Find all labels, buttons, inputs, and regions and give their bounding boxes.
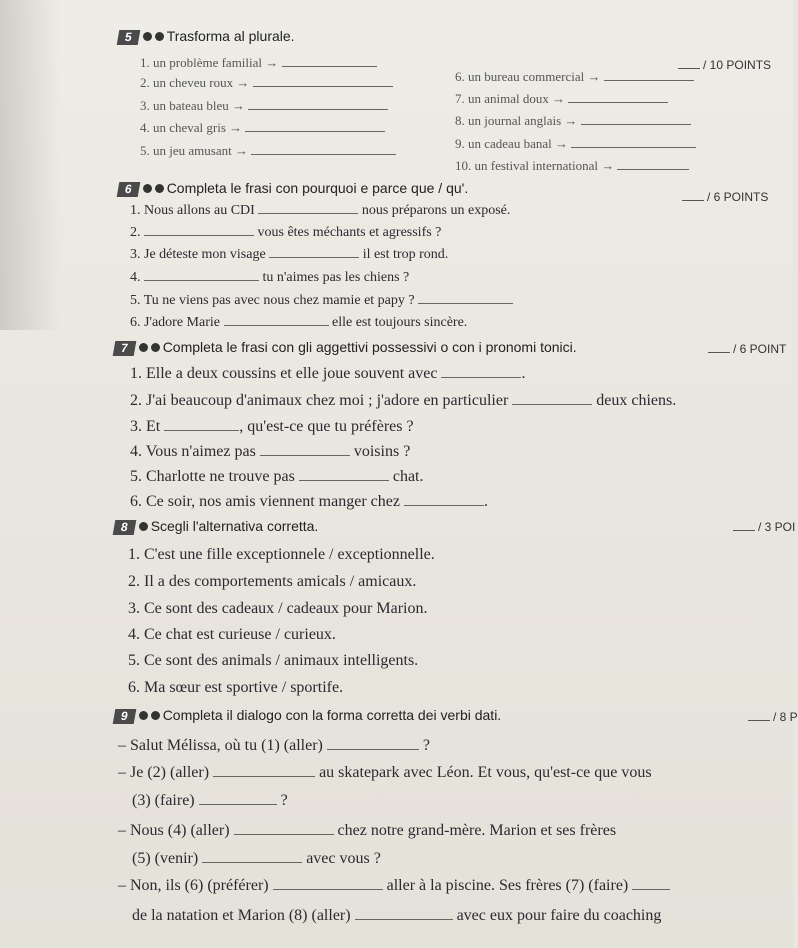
exercise-8-title [114, 518, 318, 535]
exercise-5-title [118, 28, 295, 45]
ex7-item-text: 4. Vous n'aimez pas [130, 443, 256, 460]
ex5-item [140, 75, 393, 91]
points-label: / 10 POINTS [703, 58, 772, 72]
exercise-6-badge: 6 [117, 182, 140, 197]
ex5-item [455, 158, 689, 174]
ex8-item[interactable] [128, 679, 343, 697]
ex5-item [140, 98, 388, 114]
ex9-dialogue-line [118, 822, 616, 840]
points-label: / 6 POINTS [707, 190, 769, 204]
ex7-item-text: 5. Charlotte ne trouve pas [130, 468, 295, 485]
ex7-item-text: , qu'est-ce que tu préfères ? [239, 418, 414, 435]
ex8-item[interactable] [128, 652, 418, 670]
answer-blank[interactable] [144, 279, 259, 281]
answer-blank[interactable] [258, 212, 358, 214]
difficulty-dot-icon [155, 32, 164, 41]
ex6-item-text: 2. [130, 225, 141, 240]
ex9-line-text: au skatepark avec Léon. Et vous, qu'est-ce que vous [319, 764, 652, 781]
answer-blank[interactable] [282, 65, 377, 67]
ex8-item[interactable] [128, 546, 435, 564]
exercise-9-instruction: Completa il dialogo con la forma corretta dei verbi dati. [162, 707, 502, 723]
ex8-item-text: 3. Ce sont des cadeaux / cadeaux pour Marion. [128, 600, 428, 617]
answer-blank[interactable] [251, 153, 396, 155]
answer-blank[interactable] [224, 324, 329, 326]
ex7-item [130, 392, 676, 410]
ex5-item-text: 10. un festival international → [455, 158, 615, 173]
ex6-item-text: 1. Nous allons au CDI [130, 203, 255, 218]
ex9-line-text: avec eux pour faire du coaching [456, 907, 662, 924]
ex6-item-text: il est trop rond. [362, 247, 449, 262]
ex6-item-text: elle est toujours sincère. [332, 315, 468, 330]
ex9-line-text: – Nous (4) (aller) [118, 822, 230, 839]
ex7-item-text: . [521, 365, 526, 382]
ex5-item [140, 143, 396, 159]
ex5-item-text: 6. un bureau commercial → [455, 69, 601, 84]
exercise-9-badge: 9 [113, 709, 136, 724]
exercise-7-badge: 7 [113, 341, 136, 356]
answer-blank[interactable] [632, 888, 670, 890]
ex7-item-text: deux chiens. [596, 392, 677, 409]
answer-blank[interactable] [327, 748, 419, 750]
ex8-item-text: 1. C'est une fille exceptionnele / exceptionnelle. [128, 546, 435, 563]
difficulty-dot-icon [143, 32, 152, 41]
difficulty-dot-icon [155, 184, 164, 193]
ex5-item [140, 55, 377, 71]
ex8-item-text: 2. Il a des comportements amicals / amicaux. [128, 573, 417, 590]
ex8-item-text: 6. Ma sœur est sportive / sportife. [128, 679, 344, 696]
ex5-item-text: 3. un bateau bleu → [140, 98, 246, 113]
exercise-5-badge: 5 [117, 30, 140, 45]
points-label: / 8 P [773, 710, 798, 724]
exercise-8-instruction: Scegli l'alternativa corretta. [150, 518, 319, 534]
answer-blank[interactable] [269, 256, 359, 258]
ex6-item [130, 225, 441, 241]
exercise-8-points [733, 520, 795, 534]
ex9-line-text: ? [422, 737, 430, 754]
ex9-line-text: (5) (venir) [132, 850, 199, 867]
difficulty-dot-icon [151, 343, 160, 352]
answer-blank[interactable] [604, 79, 694, 81]
difficulty-dot-icon [151, 711, 160, 720]
page-shadow [0, 0, 60, 330]
ex9-line-text: avec vous ? [306, 850, 381, 867]
ex6-item [130, 270, 409, 286]
difficulty-dot-icon [139, 522, 148, 531]
ex7-item-text: 1. Elle a deux coussins et elle joue souvent avec [130, 365, 438, 382]
ex7-item-text: chat. [392, 468, 424, 485]
answer-blank[interactable] [260, 454, 350, 456]
score-blank[interactable] [733, 529, 755, 531]
answer-blank[interactable] [571, 146, 696, 148]
ex5-item-text: 5. un jeu amusant → [140, 143, 248, 158]
score-blank[interactable] [748, 719, 770, 721]
ex7-item-text: 2. J'ai beaucoup d'animaux chez moi ; j'adore en particulier [130, 392, 509, 409]
ex8-item[interactable] [128, 573, 416, 591]
ex8-item[interactable] [128, 600, 427, 618]
ex6-item-text: 5. Tu ne viens pas avec nous chez mamie et papy ? [130, 293, 415, 308]
exercise-7-points [708, 342, 786, 356]
ex9-line-text: ? [280, 792, 288, 809]
ex9-dialogue-line [132, 850, 381, 868]
answer-blank[interactable] [199, 803, 277, 805]
ex7-item-text: 6. Ce soir, nos amis viennent manger chez [130, 493, 400, 510]
difficulty-dot-icon [139, 343, 148, 352]
ex8-item-text: 5. Ce sont des animals / animaux intelligents. [128, 652, 419, 669]
ex5-item-text: 7. un animal doux → [455, 91, 566, 106]
ex7-item-text: 3. Et [130, 418, 161, 435]
answer-blank[interactable] [299, 479, 389, 481]
ex9-line-text: aller à la piscine. Ses frères (7) (faire) [386, 877, 629, 894]
answer-blank[interactable] [418, 302, 513, 304]
ex6-item-text: 3. Je déteste mon visage [130, 247, 266, 262]
ex6-item-text: 4. [130, 270, 141, 285]
ex9-line-text: de la natation et Marion (8) (aller) [132, 907, 351, 924]
ex7-item-text: voisins ? [353, 443, 411, 460]
ex5-item-text: 8. un journal anglais → [455, 113, 578, 128]
ex7-item [130, 365, 525, 383]
ex6-item-text: nous préparons un exposé. [361, 203, 511, 218]
answer-blank[interactable] [355, 918, 453, 920]
answer-blank[interactable] [248, 108, 388, 110]
exercise-6-instruction: Completa le frasi con pourquoi e parce que / qu'. [166, 180, 469, 196]
ex5-item [455, 69, 694, 85]
ex5-item-text: 9. un cadeau banal → [455, 136, 568, 151]
ex9-line-text: (3) (faire) [132, 792, 195, 809]
exercise-7-title [114, 339, 577, 356]
ex5-item-text: 4. un cheval gris → [140, 120, 243, 135]
ex7-item [130, 443, 410, 461]
answer-blank[interactable] [144, 234, 254, 236]
ex6-item [130, 293, 513, 309]
ex9-line-text: chez notre grand-mère. Marion et ses frères [337, 822, 617, 839]
ex9-dialogue-line [132, 792, 288, 810]
ex7-item [130, 418, 414, 436]
answer-blank[interactable] [568, 101, 668, 103]
answer-blank[interactable] [617, 168, 689, 170]
points-label: / 6 POINT [733, 342, 787, 356]
ex7-item [130, 493, 488, 511]
ex5-item [140, 120, 385, 136]
score-blank[interactable] [682, 199, 704, 201]
exercise-7-instruction: Completa le frasi con gli aggettivi possessivi o con i pronomi tonici. [162, 339, 577, 355]
ex9-dialogue-line [118, 737, 430, 755]
ex9-line-text: – Non, ils (6) (préférer) [118, 877, 269, 894]
ex6-item [130, 203, 510, 219]
points-label: / 3 POI [758, 520, 796, 534]
exercise-9-points [748, 710, 798, 724]
answer-blank[interactable] [441, 376, 521, 378]
exercise-6-title [118, 180, 468, 197]
ex9-line-text: – Salut Mélissa, où tu (1) (aller) [118, 737, 323, 754]
ex7-item-text: . [483, 493, 488, 510]
exercise-9-title [114, 707, 501, 724]
ex6-item [130, 247, 448, 263]
answer-blank[interactable] [512, 403, 592, 405]
answer-blank[interactable] [202, 861, 302, 863]
answer-blank[interactable] [245, 130, 385, 132]
ex6-item-text: vous êtes méchants et agressifs ? [257, 225, 442, 240]
ex5-item [455, 136, 696, 152]
ex8-item-text: 4. Ce chat est curieuse / curieux. [128, 626, 336, 643]
ex5-item [455, 113, 691, 129]
ex9-dialogue-line [118, 877, 670, 895]
answer-blank[interactable] [273, 888, 383, 890]
ex8-item[interactable] [128, 626, 336, 644]
ex9-line-text: – Je (2) (aller) [118, 764, 210, 781]
exercise-5-instruction: Trasforma al plurale. [166, 28, 295, 44]
ex5-item-text: 1. un problème familial → [140, 55, 279, 70]
answer-blank[interactable] [234, 833, 334, 835]
ex5-item [455, 91, 668, 107]
ex9-dialogue-line [132, 907, 661, 925]
answer-blank[interactable] [253, 85, 393, 87]
ex6-item [130, 315, 467, 331]
exercise-6-points [682, 190, 768, 204]
ex6-item-text: 6. J'adore Marie [130, 315, 220, 330]
exercise-8-badge: 8 [113, 520, 136, 535]
difficulty-dot-icon [143, 184, 152, 193]
answer-blank[interactable] [164, 429, 239, 431]
answer-blank[interactable] [404, 504, 484, 506]
answer-blank[interactable] [581, 123, 691, 125]
difficulty-dot-icon [139, 711, 148, 720]
score-blank[interactable] [708, 351, 730, 353]
ex5-item-text: 2. un cheveu roux → [140, 75, 250, 90]
answer-blank[interactable] [213, 775, 315, 777]
ex7-item [130, 468, 424, 486]
ex9-dialogue-line [118, 764, 652, 782]
ex6-item-text: tu n'aimes pas les chiens ? [262, 270, 410, 285]
